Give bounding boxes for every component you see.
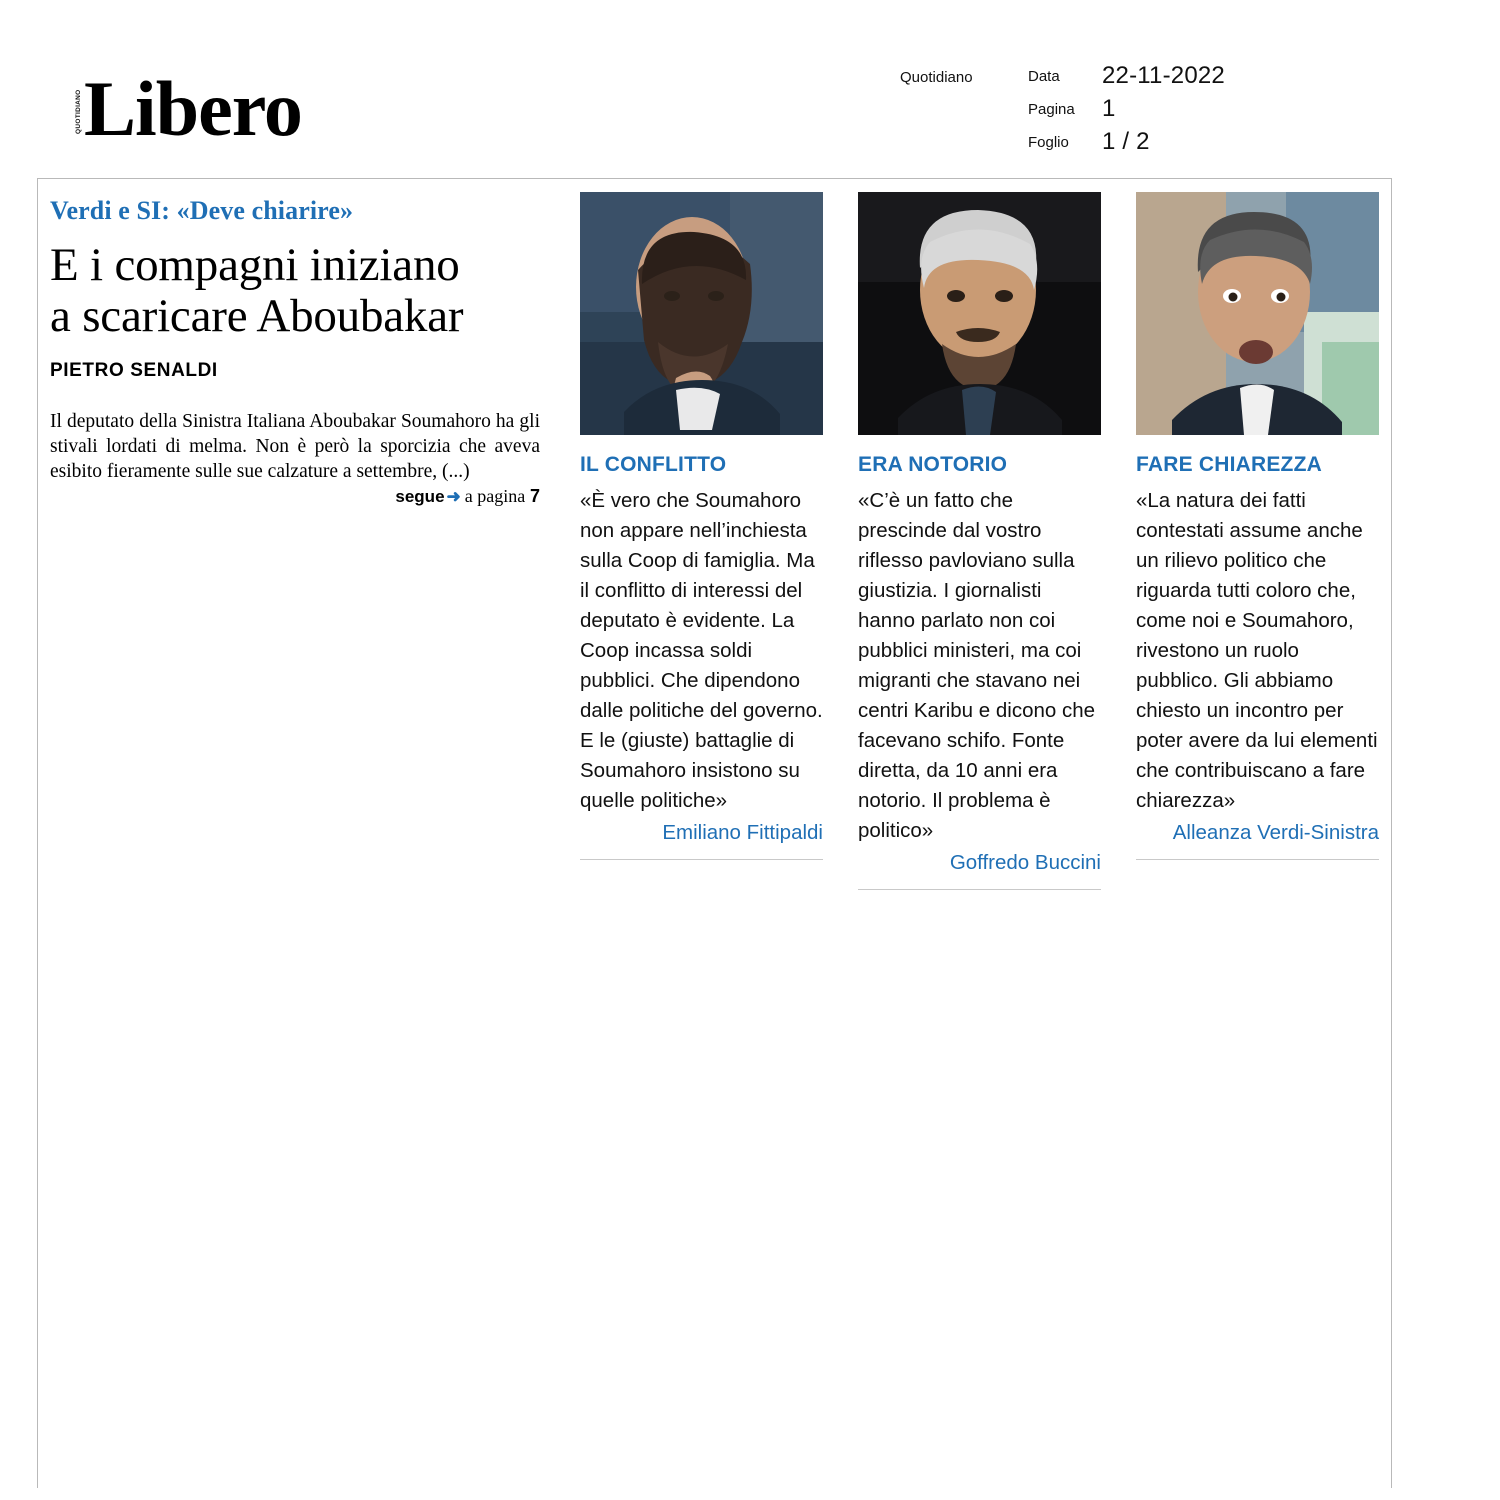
quote-divider-2 — [858, 889, 1101, 890]
quote-columns — [580, 192, 1380, 890]
quote-title-1: IL CONFLITTO — [580, 453, 727, 476]
portrait-emiliano-fittipaldi — [580, 192, 823, 435]
quote-title-3: FARE CHIAREZZA — [1136, 453, 1322, 476]
portrait-goffredo-buccini — [858, 192, 1101, 435]
headline-line-2: a scaricare Aboubakar — [50, 290, 464, 342]
metadata-type-label: Quotidiano — [900, 69, 973, 86]
quote-author-3: Alleanza Verdi-Sinistra — [1172, 821, 1379, 844]
metadata-label-pagina: Pagina — [1028, 101, 1075, 118]
quote-author-1: Emiliano Fittipaldi — [662, 821, 823, 844]
logo-vertical-label: QUOTIDIANO — [75, 89, 82, 134]
quote-divider-3 — [1136, 859, 1379, 860]
publication-logo — [75, 65, 302, 152]
metadata-label-foglio: Foglio — [1028, 134, 1069, 151]
quote-divider-1 — [580, 859, 823, 860]
article-continuation — [50, 486, 540, 507]
segue-page-text: a pagina — [464, 486, 526, 506]
article-headline — [50, 240, 540, 342]
article-byline: PIETRO SENALDI — [50, 360, 218, 381]
masthead — [0, 0, 1500, 178]
main-article — [50, 196, 540, 507]
metadata-value-column — [1102, 62, 1225, 161]
article-kicker: Verdi e SI: «Deve chiarire» — [50, 196, 354, 225]
metadata-label-data: Data — [1028, 68, 1060, 85]
portrait-alleanza-verdi-sinistra — [1136, 192, 1379, 435]
headline-line-1: E i compagni iniziano — [50, 239, 460, 291]
metadata-value-foglio: 1 / 2 — [1102, 128, 1150, 155]
quote-column-3 — [1136, 192, 1379, 890]
segue-label: segue — [395, 487, 445, 506]
article-lede: Il deputato della Sinistra Italiana Aboubakar Soumahoro ha gli stivali lordati di melma. Non è però la sporcizia che aveva esibito fieramente sulle sue calzature a settembre, (...) — [50, 411, 540, 482]
segue-page-number: 7 — [529, 486, 540, 506]
metadata-value-pagina: 1 — [1102, 95, 1116, 122]
quote-title-2: ERA NOTORIO — [858, 453, 1008, 476]
metadata-value-data: 22-11-2022 — [1102, 62, 1225, 89]
quote-body-3: «La natura dei fatti contestati assume anche un rilievo politico che riguarda tutti coloro che, come noi e Soumahoro, rivestono un ruolo pubblico. Gli abbiamo chiesto un incontro per poter avere da lui elementi che contribuiscano a fare chiarezza» — [1136, 489, 1378, 812]
quote-author-2: Goffredo Buccini — [949, 851, 1101, 874]
quote-body-2: «C’è un fatto che prescinde dal vostro riflesso pavloviano sulla giustizia. I giornalisti hanno parlato non coi pubblici ministeri, ma coi migranti che stavano nei centri Karibu e dicono che facevano schifo. Fonte diretta, da 10 anni era notorio. Il problema è politico» — [858, 489, 1096, 842]
quote-column-1 — [580, 192, 823, 890]
quote-body-1: «È vero che Soumahoro non appare nell’inchiesta sulla Coop di famiglia. Ma il conflitto di interessi del deputato è evidente. La Coop incassa soldi pubblici. Che dipendono dalle politiche del governo. E le (giuste) battaglie di Soumahoro insistono su quelle politiche» — [580, 489, 823, 812]
quote-column-2 — [858, 192, 1101, 890]
arrow-right-icon: ➜ — [446, 487, 461, 506]
logo-wordmark: Libero — [84, 65, 302, 152]
metadata-label-column — [1028, 66, 1075, 165]
